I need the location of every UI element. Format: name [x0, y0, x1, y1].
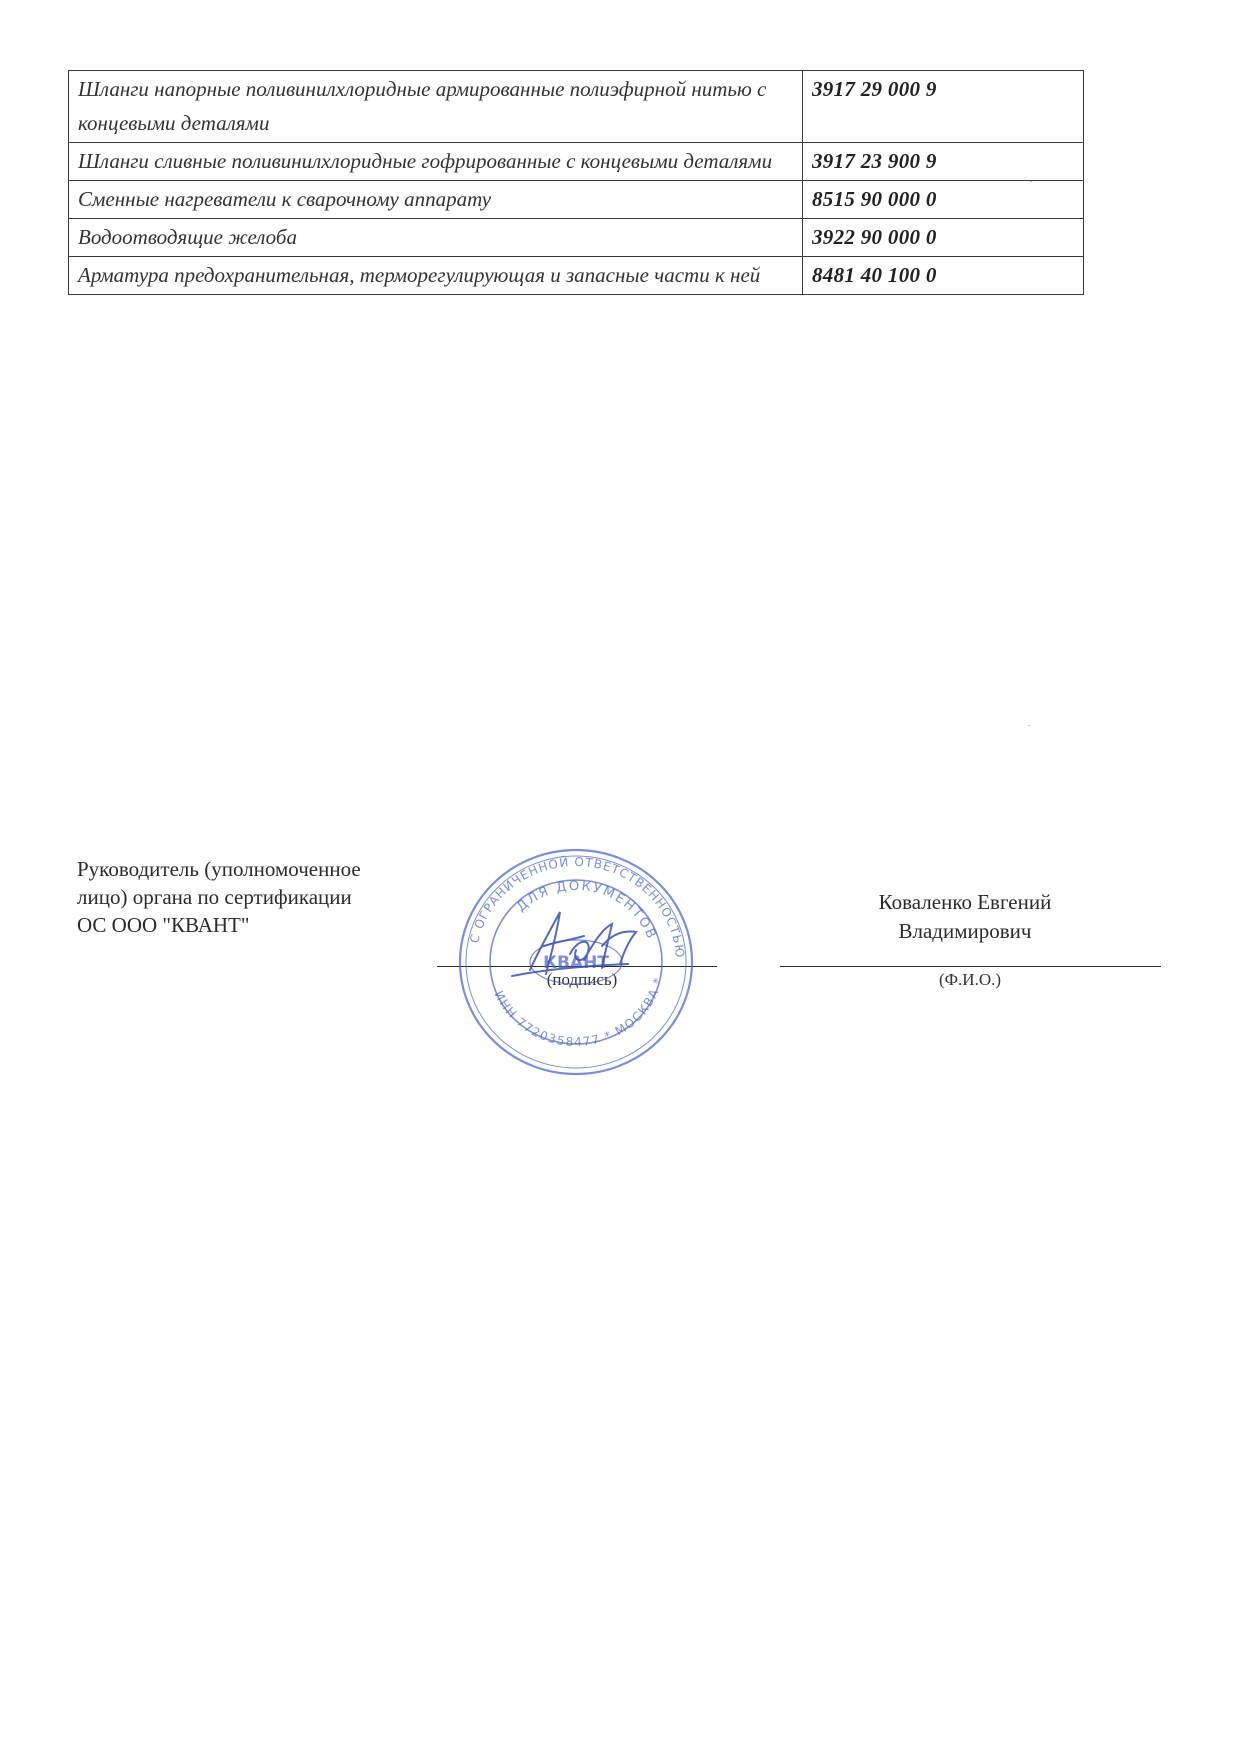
scan-speck — [1030, 181, 1032, 182]
tn-ved-code: 3917 29 000 9 — [803, 71, 1084, 143]
table-row — [69, 71, 1084, 143]
product-table — [68, 70, 1084, 295]
stamp-graphic — [452, 842, 700, 1082]
table-row — [69, 143, 1084, 181]
table-row — [69, 181, 1084, 219]
signature-caption: (подпись) — [546, 970, 618, 989]
stamp-bottom-text: ИНН 7720358477 * МОСКВА * — [491, 975, 666, 1050]
name-caption: (Ф.И.О.) — [938, 970, 1002, 989]
scan-speck — [1028, 725, 1030, 726]
stamp-center-text: КВАНТ — [543, 953, 609, 973]
signer-name-line: Владимирович — [898, 919, 1032, 943]
name-line — [780, 966, 1161, 967]
signer-name — [840, 888, 1090, 946]
tn-ved-code: 3922 90 000 0 — [803, 219, 1084, 257]
signer-role-line: лицо) органа по сертификации — [77, 885, 352, 909]
signer-role-line: ОС ООО "КВАНТ" — [77, 913, 250, 937]
table-row — [69, 219, 1084, 257]
signer-role-line: Руководитель (уполномоченное — [77, 857, 361, 881]
signer-name-line: Коваленко Евгений — [878, 890, 1052, 914]
product-description: Арматура предохранительная, терморегулирующая и запасные части к ней — [69, 257, 803, 295]
product-description: Шланги напорные поливинилхлоридные армированные полиэфирной нитью с концевыми деталями — [69, 71, 803, 143]
product-description: Сменные нагреватели к сварочному аппарату — [69, 181, 803, 219]
signer-role — [77, 855, 457, 939]
product-description: Водоотводящие желоба — [69, 219, 803, 257]
stamp-inner-text: ДЛЯ ДОКУМЕНТОВ — [514, 878, 660, 943]
product-description: Шланги сливные поливинилхлоридные гофрированные с концевыми деталями — [69, 143, 803, 181]
organization-stamp — [452, 842, 700, 1082]
tn-ved-code: 8515 90 000 0 — [803, 181, 1084, 219]
table-row — [69, 257, 1084, 295]
stamp-outer-text: С ОГРАНИЧЕННОЙ ОТВЕТСТВЕННОСТЬЮ — [467, 854, 688, 960]
tn-ved-code: 3917 23 900 9 — [803, 143, 1084, 181]
tn-ved-code: 8481 40 100 0 — [803, 257, 1084, 295]
